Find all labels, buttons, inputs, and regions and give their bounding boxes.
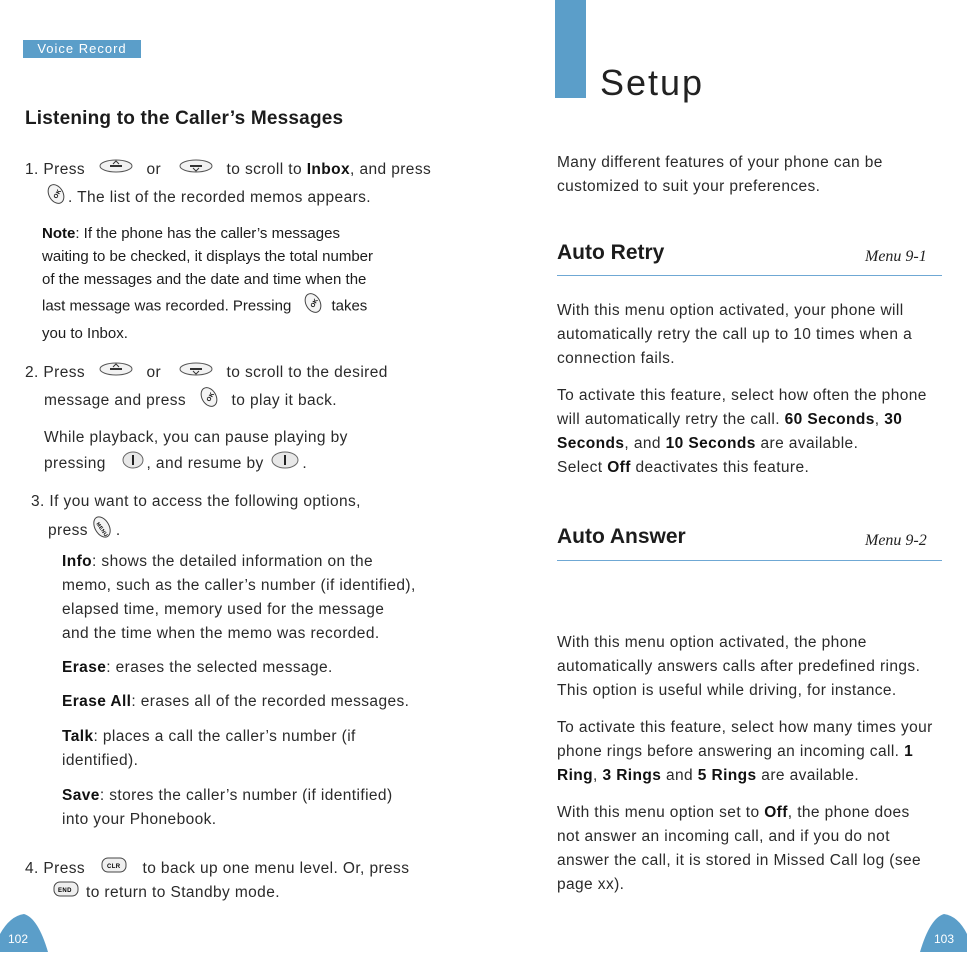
auto-answer-para-3: With this menu option set to Off, the phone does not answer an incoming call, and if you do not answer the call, it is stored in Missed Call log (see page xx). [557, 804, 922, 893]
step-2: 2. Press or to scroll to the desired [25, 361, 388, 385]
ok-key-icon [301, 291, 325, 322]
volume-up-key-icon [270, 450, 300, 478]
end-key-icon [52, 880, 80, 906]
nav-up-key-icon [98, 361, 134, 385]
svg-text:MENU: MENU [94, 521, 109, 539]
step-4-cont: END to return to Standby mode. [52, 880, 280, 906]
clr-key-icon [100, 856, 128, 882]
intro-text: Many different features of your phone can be customized to suit your preferences. [557, 154, 883, 195]
step-1: 1. Press or to scroll to Inbox, and press [25, 158, 431, 182]
erase-option: Erase: erases the selected message. [62, 659, 333, 676]
auto-retry-menu-ref: Menu 9-1 [865, 248, 927, 265]
ok-key-icon [44, 182, 68, 214]
chapter-title: Setup [600, 62, 705, 103]
section-rule [557, 560, 942, 561]
page-heading: Listening to the Caller’s Messages [25, 108, 344, 129]
step-3-cont: press MENU . [48, 514, 121, 548]
section-tag: Voice Record [23, 40, 141, 58]
page-number-left: 102 [0, 912, 48, 957]
nav-up-key-icon [98, 158, 134, 182]
section-rule [557, 275, 942, 276]
step-3: 3. If you want to access the following options, [31, 493, 361, 510]
svg-text:END: END [58, 888, 72, 894]
playback-line-2: pressing , and resume by . [44, 450, 307, 478]
playback-line-1: While playback, you can pause playing by [44, 429, 348, 446]
auto-answer-menu-ref: Menu 9-2 [865, 532, 927, 549]
auto-retry-para-2: To activate this feature, select how often the phone will automatically retry the call. 60 Seconds, 30 Seconds, and 10 Seconds are available. Select Off deactivates this feature. [557, 387, 927, 476]
step-2-cont: message and press OK to play it back. [44, 385, 337, 417]
nav-down-key-icon [178, 361, 214, 385]
svg-text:OK: OK [310, 298, 321, 309]
auto-answer-heading: Auto Answer [557, 525, 686, 548]
nav-down-key-icon [178, 158, 214, 182]
page-number-right: 103 [920, 912, 967, 957]
volume-down-key-icon [121, 450, 145, 478]
auto-retry-heading: Auto Retry [557, 241, 665, 264]
auto-answer-para-1: With this menu option activated, the phone automatically answers calls after predefined rings. This option is useful while driving, for instance. [557, 634, 921, 699]
step-1-cont: OK . The list of the recorded memos appears. [44, 182, 371, 214]
inbox-label: Inbox [306, 161, 351, 179]
auto-answer-para-2: To activate this feature, select how many times your phone rings before answering an incoming call. 1 Ring, 3 Rings and 5 Rings are available. [557, 719, 933, 784]
menu-key-icon [90, 514, 114, 548]
step-4: 4. Press CLR to back up one menu level. Or, press [25, 856, 409, 882]
info-option: Info: shows the detailed information on the memo, such as the caller’s number (if identified), elapsed time, memory used for the message and the time when the memo was recorded. [62, 553, 416, 642]
ok-key-icon [197, 385, 221, 417]
title-accent-bar [555, 0, 586, 98]
svg-text:OK: OK [53, 188, 64, 200]
svg-text:CLR: CLR [106, 864, 121, 870]
erase-all-option: Erase All: erases all of the recorded messages. [62, 693, 410, 710]
note-block: Note: If the phone has the caller’s messages waiting to be checked, it displays the total number of the messages and the date and time when the last message was recorded. Pressing OK takes you to Inbox. [42, 225, 374, 342]
svg-text:OK: OK [205, 391, 217, 403]
talk-option: Talk: places a call the caller’s number (if identified). [62, 728, 356, 769]
auto-retry-para-1: With this menu option activated, your phone will automatically retry the call up to 10 times when a connection fails. [557, 302, 913, 367]
save-option: Save: stores the caller’s number (if identified) into your Phonebook. [62, 787, 393, 828]
